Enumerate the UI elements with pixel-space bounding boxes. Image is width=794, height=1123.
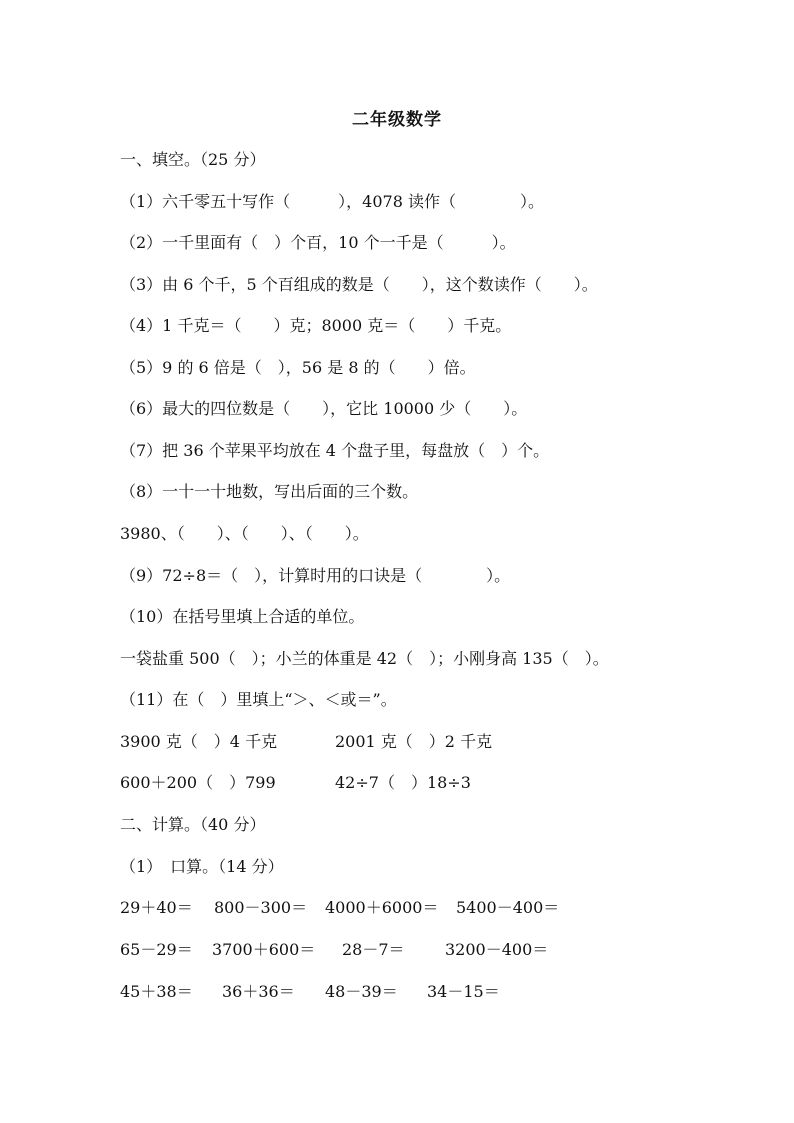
question-4: （4）1 千克＝（ ）克；8000 克＝（ ）千克。 xyxy=(120,316,512,335)
question-11: （11）在（ ）里填上“＞、＜或＝”。 xyxy=(120,690,397,709)
question-8-answer-line: 3980、（ ）、（ ）、（ ）。 xyxy=(120,524,369,543)
arithmetic-item: 29＋40＝ xyxy=(120,898,193,917)
compare-item: 600＋200（ ）799 xyxy=(120,773,276,792)
question-3: （3）由 6 个千，5 个百组成的数是（ ），这个数读作（ ）。 xyxy=(120,275,598,294)
question-1: （1）六千零五十写作（ ），4078 读作（ ）。 xyxy=(120,192,544,211)
arithmetic-item: 4000＋6000＝ xyxy=(325,898,439,917)
page-title: 二年级数学 xyxy=(352,110,442,130)
question-5: （5）9 的 6 倍是（ ），56 是 8 的（ ）倍。 xyxy=(120,358,476,377)
section-2-heading: 二、计算。（40 分） xyxy=(120,815,266,834)
question-10-answer-line: 一袋盐重 500（ ）；小兰的体重是 42（ ）；小刚身高 135（ ）。 xyxy=(120,649,609,668)
arithmetic-item: 5400－400＝ xyxy=(456,898,560,917)
arithmetic-item: 800－300＝ xyxy=(214,898,308,917)
section-2-subheading: （1） 口算。（14 分） xyxy=(120,857,284,876)
compare-item: 2001 克（ ）2 千克 xyxy=(335,732,493,751)
question-7: （7）把 36 个苹果平均放在 4 个盘子里，每盘放（ ）个。 xyxy=(120,441,550,460)
arithmetic-item: 3200－400＝ xyxy=(445,940,549,959)
compare-item: 42÷7（ ）18÷3 xyxy=(335,773,471,792)
question-9: （9）72÷8＝（ ），计算时用的口诀是（ ）。 xyxy=(120,566,511,585)
arithmetic-item: 3700＋600＝ xyxy=(212,940,316,959)
question-8: （8）一十一十地数，写出后面的三个数。 xyxy=(120,482,419,501)
question-6: （6）最大的四位数是（ ），它比 10000 少（ ）。 xyxy=(120,399,528,418)
arithmetic-item: 34－15＝ xyxy=(427,982,500,1001)
arithmetic-item: 65－29＝ xyxy=(120,940,193,959)
compare-item: 3900 克（ ）4 千克 xyxy=(120,732,278,751)
arithmetic-item: 36＋36＝ xyxy=(222,982,295,1001)
question-2: （2）一千里面有（ ）个百，10 个一千是（ ）。 xyxy=(120,233,516,252)
arithmetic-item: 45＋38＝ xyxy=(120,982,193,1001)
section-1-heading: 一、填空。（25 分） xyxy=(120,150,266,169)
arithmetic-item: 28－7＝ xyxy=(342,940,405,959)
question-10: （10）在括号里填上合适的单位。 xyxy=(120,607,365,626)
arithmetic-item: 48－39＝ xyxy=(325,982,398,1001)
